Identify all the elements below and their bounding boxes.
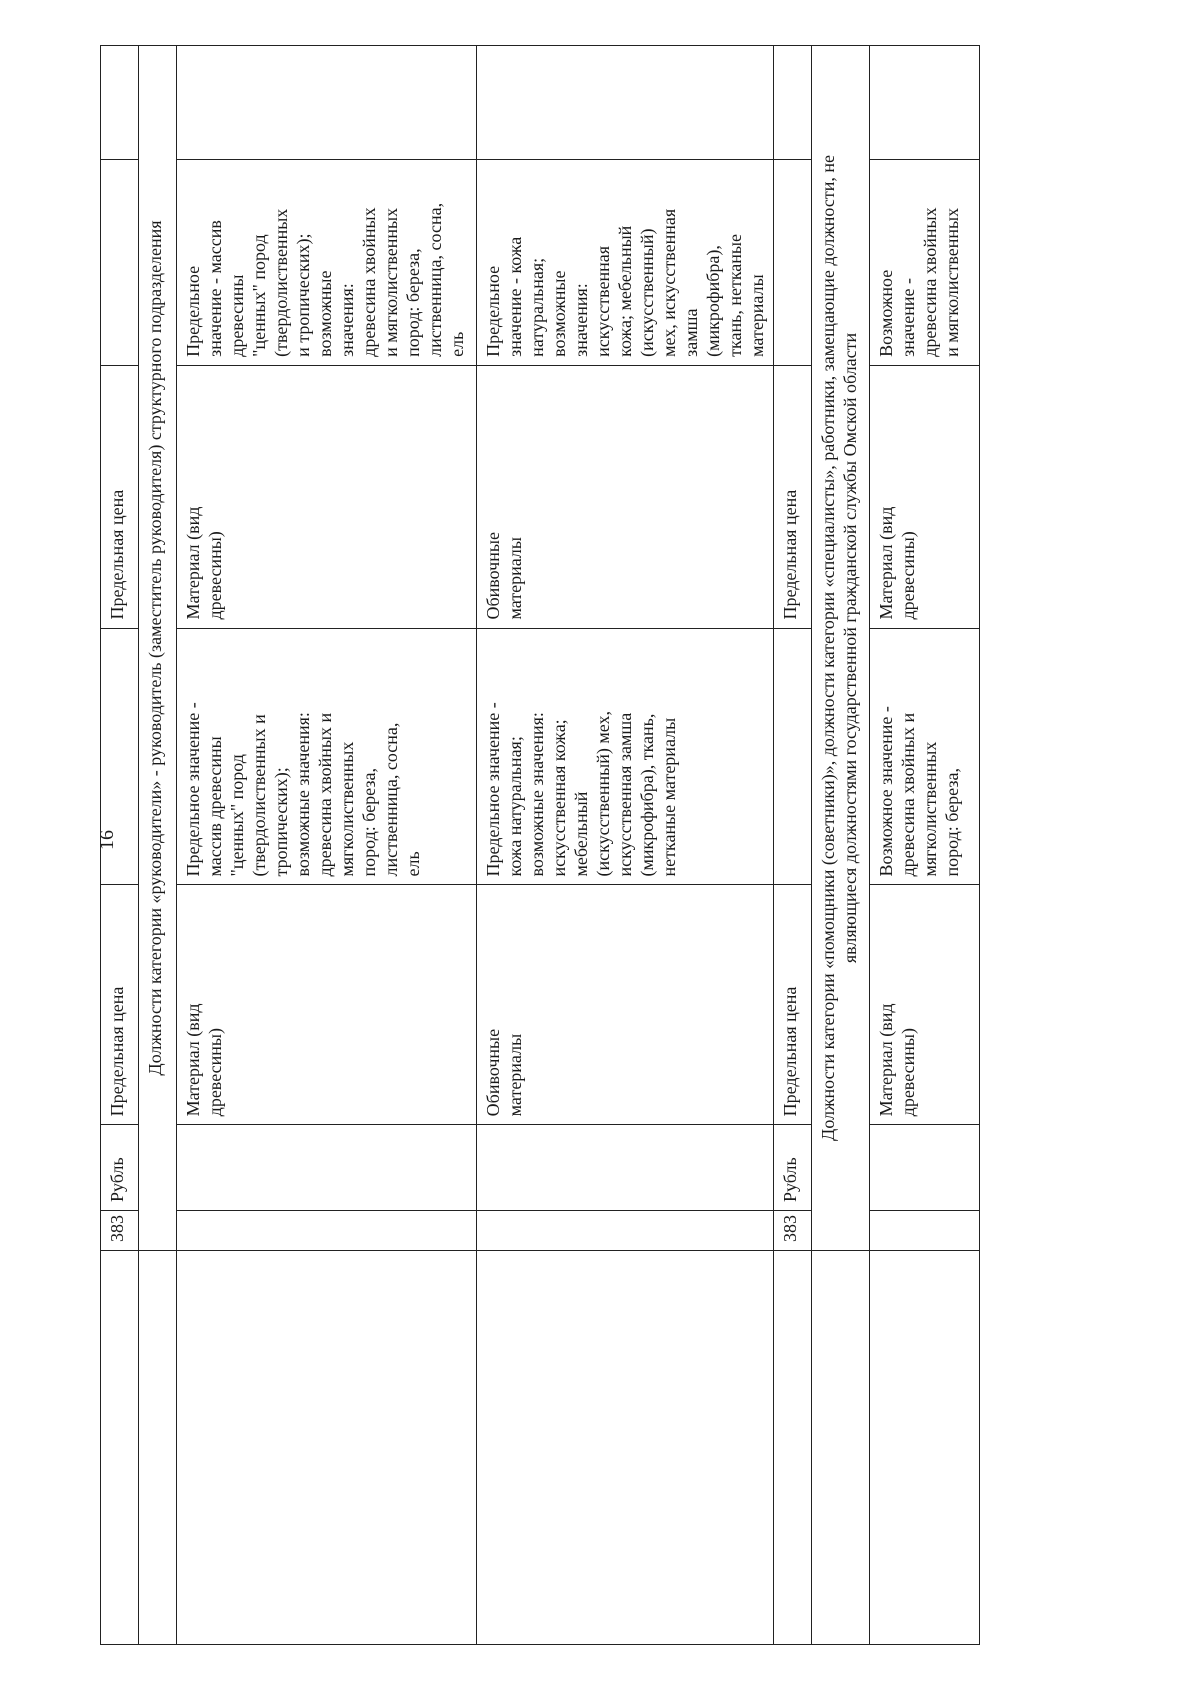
section-row	[812, 46, 870, 1645]
table-cell-empty	[139, 1250, 177, 1644]
section-row	[139, 46, 177, 1645]
table-cell-empty	[177, 1125, 477, 1211]
table-cell-empty	[774, 1250, 812, 1644]
rotated-table-wrapper	[100, 45, 1060, 1645]
unit-cell: Рубль	[774, 1125, 812, 1211]
characteristic-name-cell: Материал (вид древесины)	[177, 365, 477, 628]
price-header-cell: Предельная цена	[774, 365, 812, 628]
code-cell: 383	[774, 1211, 812, 1251]
section-heading-managers: Должности категории «руководители» - руководитель (заместитель руководителя) структурного подразделения	[139, 46, 177, 1251]
table-cell-empty	[101, 1250, 139, 1644]
table-cell-empty	[477, 1125, 774, 1211]
code-cell: 383	[101, 1211, 139, 1251]
table-cell-empty	[870, 1250, 980, 1644]
table-cell-empty	[774, 160, 812, 366]
table-cell-empty	[870, 1125, 980, 1211]
table-cell-empty	[177, 1250, 477, 1644]
table-cell-empty	[177, 1211, 477, 1251]
table-cell-empty	[177, 46, 477, 160]
table-cell-empty	[101, 46, 139, 160]
table-cell-empty	[477, 1211, 774, 1251]
characteristic-value-cell: Предельное значение - кожа натуральная; возможные значения: искусственная кожа; мебельный (искусственный) мех, искусственная замша (микрофибра), ткань, нетканые материалы	[477, 628, 774, 885]
table-cell-empty	[870, 46, 980, 160]
table-row	[774, 46, 812, 1645]
price-header-cell: Предельная цена	[101, 365, 139, 628]
table-header-row	[101, 46, 139, 1645]
characteristic-name-cell: Материал (вид древесины)	[870, 365, 980, 628]
table-cell-empty	[477, 1250, 774, 1644]
table-cell-empty	[101, 160, 139, 366]
page-number: 16	[96, 830, 118, 850]
table-row	[177, 46, 477, 1645]
characteristic-value-cell: Возможное значение - древесина хвойных и мягколиственных	[870, 160, 980, 366]
characteristic-value-cell: Предельное значение - кожа натуральная; возможные значения: искусственная кожа; мебельный (искусственный) мех, искусственная замша (микрофибра), ткань, нетканые материалы	[477, 160, 774, 366]
section-heading-assistants: Должности категории «помощники (советники)», должности категории «специалисты», работники, замещающие должности, не являющиеся должностями государственной гражданской службы Омской области	[812, 46, 870, 1251]
price-header-cell: Предельная цена	[774, 885, 812, 1125]
characteristic-name-cell: Материал (вид древесины)	[177, 885, 477, 1125]
unit-cell: Рубль	[101, 1125, 139, 1211]
table-cell-empty	[774, 628, 812, 885]
characteristic-name-cell: Обивочные материалы	[477, 365, 774, 628]
characteristic-value-cell: Предельное значение - массив древесины "ценных" пород (твердолиственных и тропических); возможные значения: древесина хвойных и мягколиственных пород: береза, лиственница, сосна, ель	[177, 160, 477, 366]
requirements-table	[100, 45, 980, 1645]
table-cell-empty	[812, 1250, 870, 1644]
characteristic-value-cell: Возможное значение - древесина хвойных и мягколиственных пород: береза,	[870, 628, 980, 885]
table-cell-empty	[870, 1211, 980, 1251]
table-cell-empty	[774, 46, 812, 160]
table-row	[870, 46, 980, 1645]
table-row	[477, 46, 774, 1645]
price-header-cell: Предельная цена	[101, 885, 139, 1125]
table-cell-empty	[477, 46, 774, 160]
table-cell-empty	[101, 628, 139, 885]
characteristic-name-cell: Материал (вид древесины)	[870, 885, 980, 1125]
characteristic-name-cell: Обивочные материалы	[477, 885, 774, 1125]
characteristic-value-cell: Предельное значение - массив древесины "ценных" пород (твердолиственных и тропических); возможные значения: древесина хвойных и мягколиственных пород: береза, лиственница, сосна, ель	[177, 628, 477, 885]
